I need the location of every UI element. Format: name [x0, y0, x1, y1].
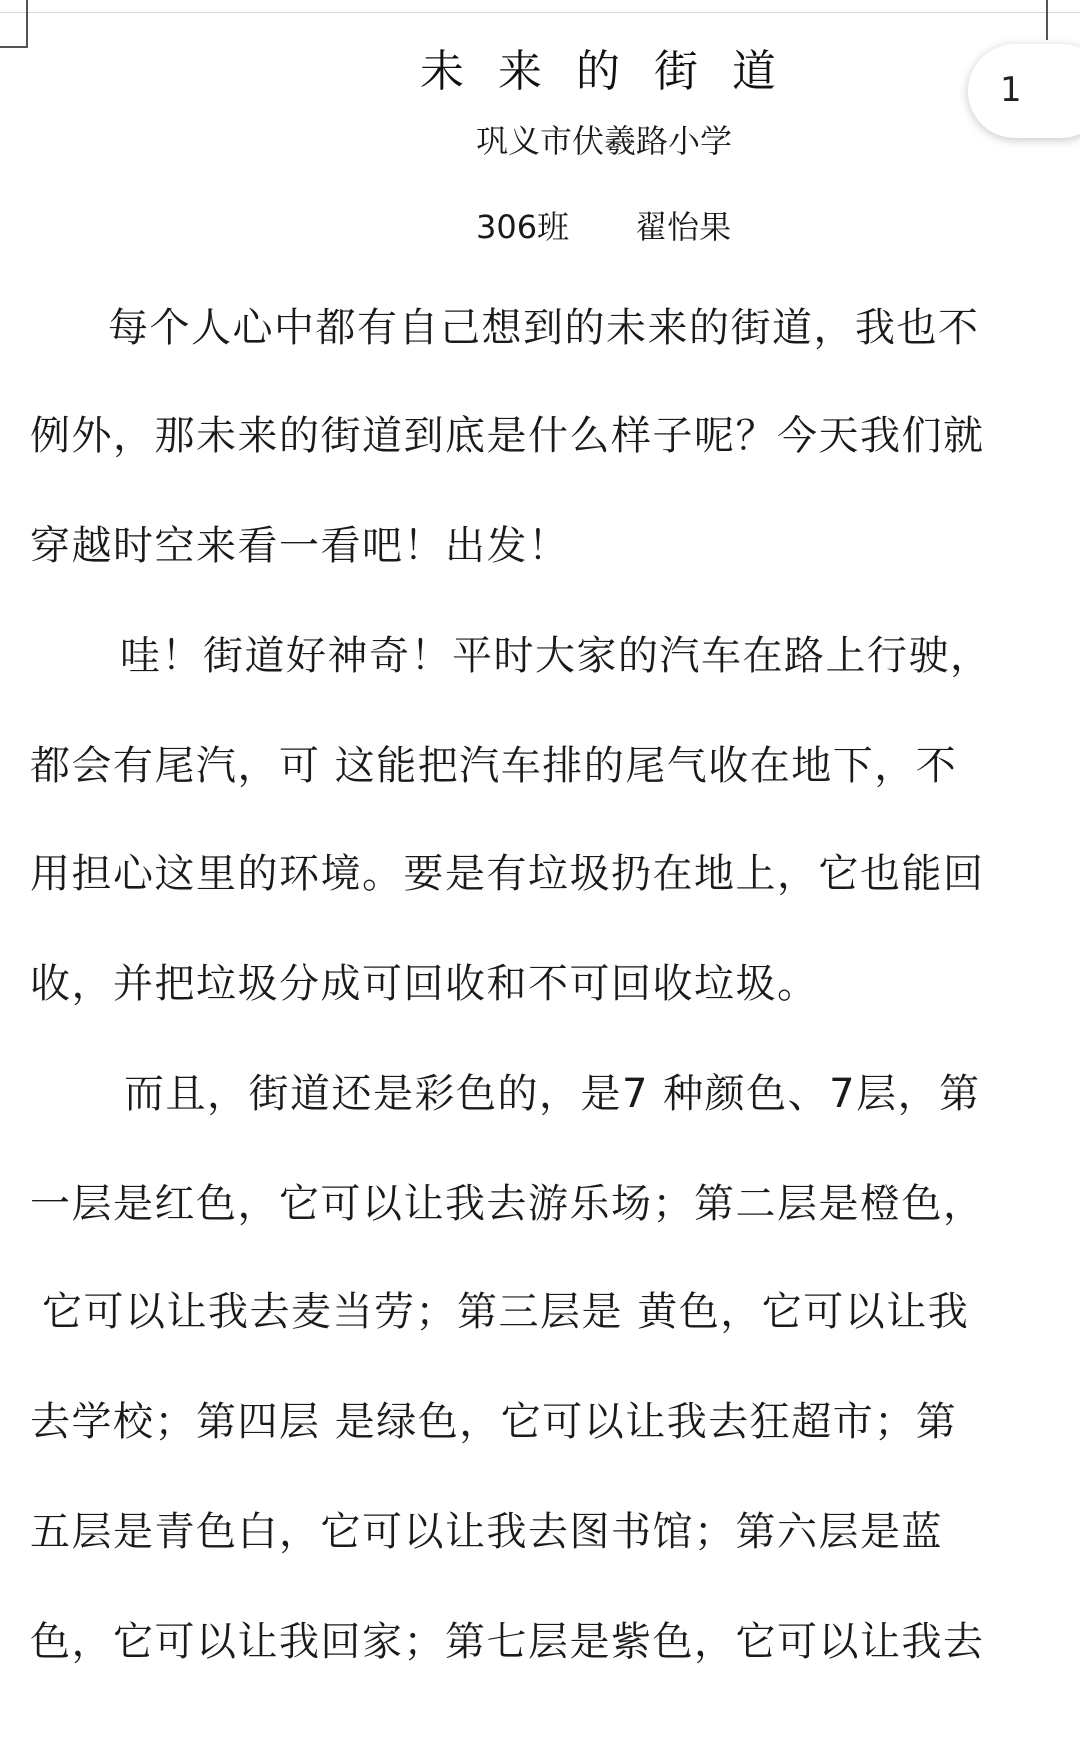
body-line: 一层是红色，它可以让我去游乐场；第二层是橙色，: [30, 1181, 985, 1227]
class-name: 306班: [476, 208, 570, 246]
body-line: 色，它可以让我回家；第七层是紫色，它可以让我去: [30, 1619, 985, 1665]
page-top-edge: [0, 12, 1080, 13]
body-line: 都会有尾汽，可 这能把汽车排的尾气收在地下，不: [30, 743, 958, 789]
page-number-badge: [968, 44, 1080, 138]
essay-title: 未来的街道: [420, 46, 810, 97]
school-name: 巩义市伏羲路小学: [476, 122, 733, 160]
body-line: 收，并把垃圾分成可回收和不可回收垃圾。: [30, 961, 819, 1007]
body-line: 五层是青色白，它可以让我去图书馆；第六层是蓝: [30, 1509, 943, 1555]
body-line: 而且，街道还是彩色的，是7 种颜色、7层，第: [124, 1071, 981, 1117]
body-line: 每个人心中都有自己想到的未来的街道，我也不: [108, 305, 980, 351]
author-name: 翟怡果: [635, 208, 732, 246]
body-line: 去学校；第四层 是绿色，它可以让我去狂超市；第: [30, 1399, 958, 1445]
crop-mark-left: [0, 0, 28, 48]
crop-mark-right: [1046, 0, 1048, 40]
body-line: 用担心这里的环境。要是有垃圾扔在地上，它也能回: [30, 851, 985, 897]
body-line: 哇！街道好神奇！平时大家的汽车在路上行驶，: [120, 633, 992, 679]
body-line: 它可以让我去麦当劳；第三层是 黄色，它可以让我: [42, 1289, 970, 1335]
author-line: [476, 204, 731, 250]
body-line: 穿越时空来看一看吧！出发！: [30, 523, 570, 569]
body-line: 例外，那未来的街道到底是什么样子呢？今天我们就: [30, 413, 985, 459]
page-number: 1: [1000, 70, 1022, 110]
